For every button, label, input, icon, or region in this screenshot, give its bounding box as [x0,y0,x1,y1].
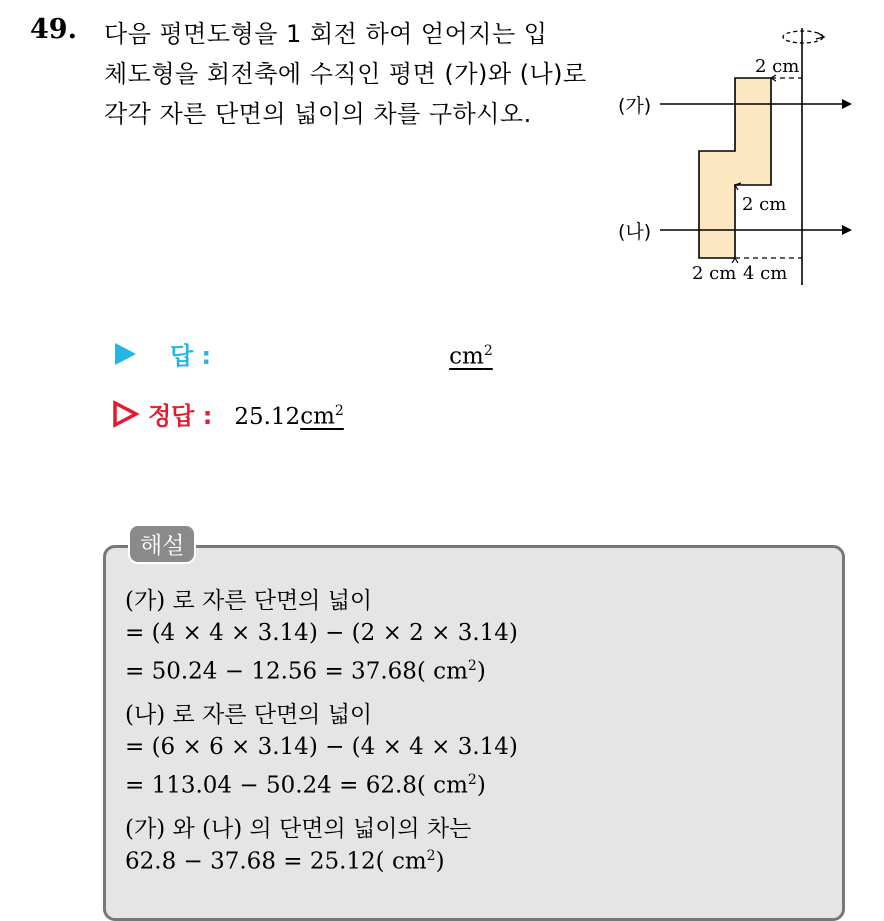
correct-unit: $cm^2$ [300,403,344,430]
answer-label: 답 : [170,342,212,370]
explanation-line-1: (가) 로 자른 단면의 넓이 [125,588,373,614]
correct-value: 25.12 [234,404,301,430]
dim-top-label: 2 cm [755,56,800,77]
rotation-figure-diagram [600,20,860,295]
explanation-line-6: = 113.04 − 50.24 = 62.8( $cm^2$) [125,772,486,799]
correct-answer-row [112,396,344,431]
explanation-line-5: = (6 × 6 × 3.14) − (4 × 4 × 3.14) [125,734,518,760]
dim-bottom-right-label: 4 cm [743,263,788,284]
explanation-line-3: = 50.24 − 12.56 = 37.68( $cm^2$) [125,658,486,685]
answer-row [112,336,493,371]
explanation-line-7: (가) 와 (나) 의 단면의 넓이의 차는 [125,816,472,842]
explanation-tag: 해설 [128,524,196,564]
question-line-1: 다음 평면도형을 1 회전 하여 얻어지는 입 [104,20,548,48]
plane-figure [699,78,771,258]
play-arrow-icon [112,341,138,367]
plane-b-label: (나) [618,221,652,243]
dim-mid-label: 2 cm [742,194,787,215]
plane-a-label: (가) [618,95,652,117]
outline-arrow-icon [112,400,140,428]
answer-unit: $cm^2$ [449,343,493,370]
explanation-line-2: = (4 × 4 × 3.14) − (2 × 2 × 3.14) [125,620,518,646]
question-number: 49. [30,14,77,45]
rotation-arrow-icon [783,31,824,43]
correct-label: 정답 : [148,402,213,430]
explanation-line-4: (나) 로 자른 단면의 넓이 [125,702,373,728]
question-line-3: 각각 자른 단면의 넓이의 차를 구하시오. [104,100,532,128]
explanation-line-8: 62.8 − 37.68 = 25.12( $cm^2$) [125,848,445,875]
question-line-2: 체도형을 회전축에 수직인 평면 (가)와 (나)로 [104,60,587,88]
dim-bottom-left-label: 2 cm [692,263,737,284]
